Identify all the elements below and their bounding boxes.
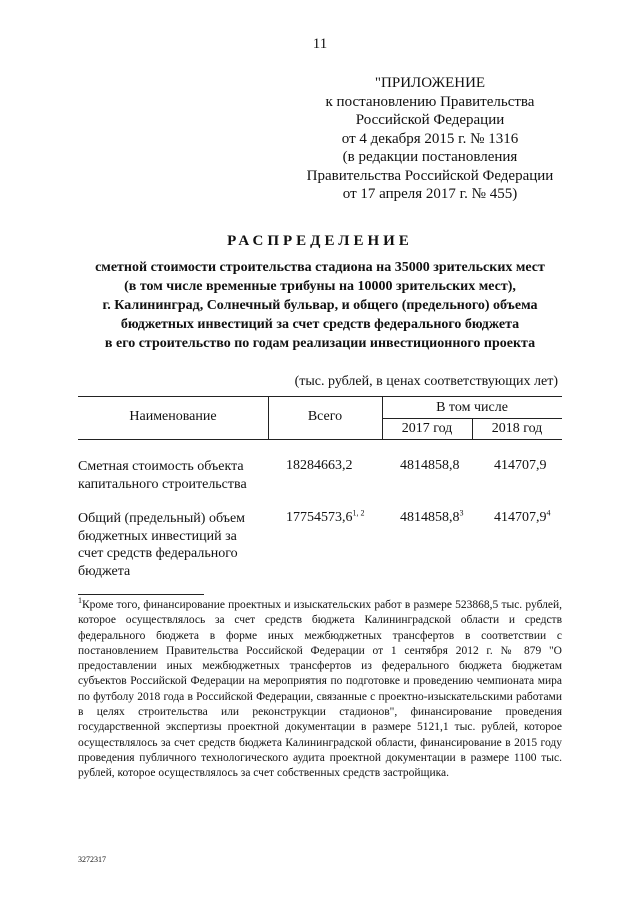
footnote-rule xyxy=(78,594,204,595)
row-year-2018-cell xyxy=(494,458,547,474)
header-year-2017: 2017 год xyxy=(401,421,453,436)
table-row-name xyxy=(78,510,268,580)
row-year-2017-cell xyxy=(400,458,460,474)
annex-header xyxy=(300,74,560,204)
annex-line: от 4 декабря 2015 г. № 1316 xyxy=(341,130,519,147)
footnote-ref: 1, 2 xyxy=(352,508,365,518)
header-year-2018: 2018 год xyxy=(491,421,543,436)
row-total-cell xyxy=(286,510,365,526)
document-title: РАСПРЕДЕЛЕНИЕ xyxy=(227,233,413,249)
footnote-ref: 3 xyxy=(459,508,464,518)
row-name-line: бюджета xyxy=(78,563,131,579)
row-total-value: 17754573,6 xyxy=(286,510,353,525)
annex-line: Правительства Российской Федерации xyxy=(306,167,554,184)
row-name-line: Сметная стоимость объекта xyxy=(78,459,244,474)
annex-line: к постановлению Правительства xyxy=(325,93,535,110)
header-name: Наименование xyxy=(129,409,217,424)
row-year-2017-value: 4814858,8 xyxy=(400,510,460,525)
row-year-2018-cell xyxy=(494,510,551,526)
subtitle-line: бюджетных инвестиций за счет средств федерального бюджета xyxy=(120,317,520,332)
document-subtitle xyxy=(40,258,600,353)
header-total: Всего xyxy=(307,409,343,424)
row-name-line: счет средств федерального xyxy=(78,546,238,561)
subtitle-line: сметной стоимости строительства стадиона на 35000 зрительских мест xyxy=(95,260,545,275)
row-name-line: бюджетных инвестиций за xyxy=(78,528,237,544)
table-row-name xyxy=(78,458,268,493)
annex-line: "ПРИЛОЖЕНИЕ xyxy=(374,75,486,91)
annex-line: от 17 апреля 2017 г. № 455) xyxy=(342,186,518,202)
row-year-2018-value: 414707,9 xyxy=(494,458,547,473)
row-total-cell xyxy=(286,458,353,474)
footnote xyxy=(78,598,562,782)
annex-line: Российской Федерации xyxy=(355,112,505,128)
row-name-line: капитального строительства xyxy=(78,476,247,492)
footnote-marker: 1 xyxy=(78,596,82,606)
row-year-2017-value: 4814858,8 xyxy=(400,458,460,473)
subtitle-line: г. Калининград, Солнечный бульвар, и общего (предельного) объема xyxy=(102,298,538,313)
footnote-text: Кроме того, финансирование проектных и изыскательских работ в размере 523868,5 тыс. рублей, которое осуществлялось за счет средств бюджета Калининградской области и средств федерального бюджета в форме иных межбюджетных трансфертов в соответствии с постановлением Правительства Российской Федерации от 1 сентября 2012 г. № 879 "О предоставлении иных межбюджетных трансфертов из федерального бюджета бюджетам субъектов Российской Федерации на мероприятия по подготовке и проведению чемпионата мира по футболу 2018 года в Российской Федерации, связанные с проектно-изыскательскими работами в целях строительства или реконструкции стадионов", финансирование проведения государственной экспертизы проектной документации в размере 5121,1 тыс. рублей, которое осуществлялось за счет средств бюджета Калининградской области, финансирование в 2015 году проведения публичного технологического аудита проектной документации в размере 1100 тыс. рублей, которое осуществлялось за счет собственных средств застройщика. xyxy=(78,599,562,780)
subtitle-line: (в том числе временные трибуны на 10000 зрительских мест), xyxy=(124,279,516,294)
row-year-2018-value: 414707,9 xyxy=(494,510,547,525)
row-total-value: 18284663,2 xyxy=(286,458,353,473)
subtitle-line: в его строительство по годам реализации инвестиционного проекта xyxy=(104,336,536,351)
units-note: (тыс. рублей, в ценах соответствующих лет) xyxy=(294,374,558,389)
row-year-2017-cell xyxy=(400,510,464,526)
table-top-rule xyxy=(78,396,562,397)
document-code: 3272317 xyxy=(78,855,106,864)
table-header-rule xyxy=(78,439,562,440)
page-number: 11 xyxy=(312,36,328,52)
footnote-ref: 4 xyxy=(546,508,551,518)
row-name-line: Общий (предельный) объем xyxy=(78,511,246,526)
header-including: В том числе xyxy=(436,400,508,415)
annex-line: (в редакции постановления xyxy=(342,149,518,165)
